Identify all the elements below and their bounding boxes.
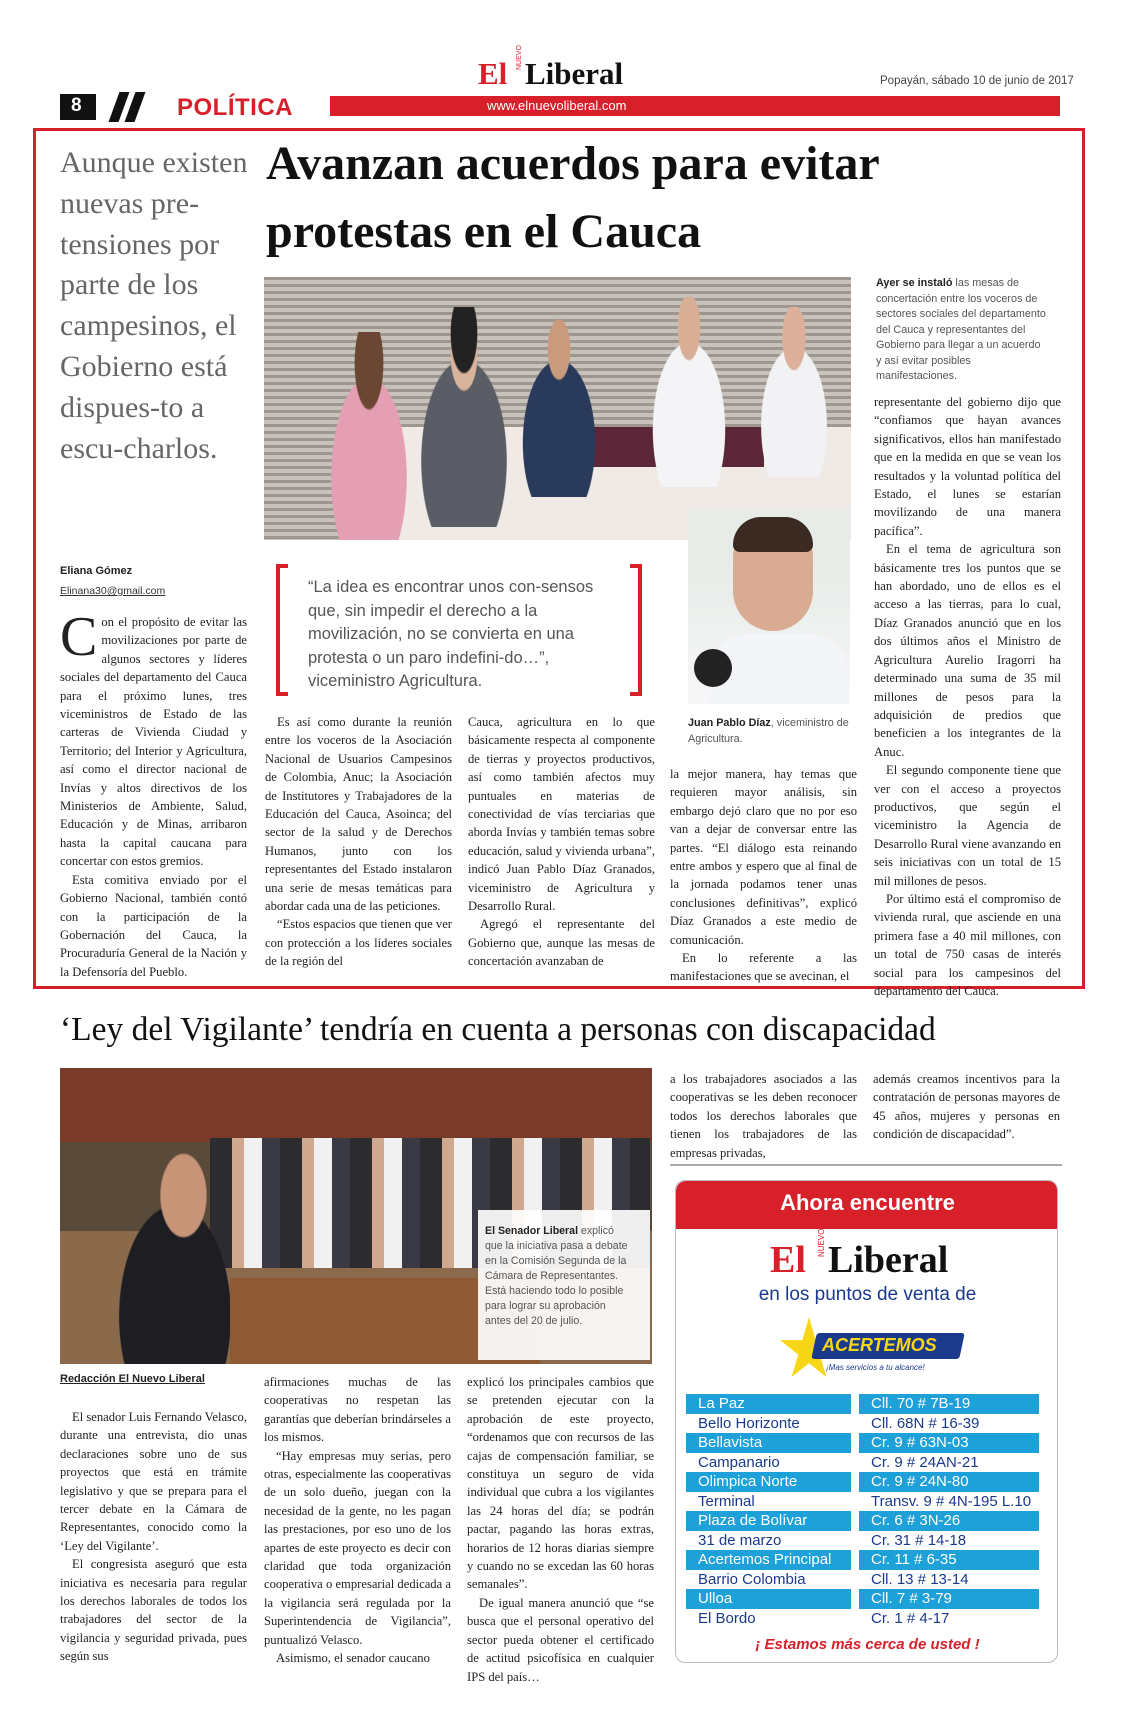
article2-col1-p2: El congresista aseguró que esta iniciativa es necesaria para regular los derechos laborales de todos los trabajadores del sector de la vigilancia y seguridad privada, pues según sus — [60, 1557, 247, 1664]
acertemos-wordmark: ACERTEMOS — [822, 1335, 937, 1355]
article2-col2-p2: “Hay empresas muy serias, pero otras, especialmente las cooperativas de un solo dueño, juegan con la necesidad de la gente, no les pagan las prestaciones, por eso uno de los apartes de este proyecto es decir con claridad que toda organización cooperativa o empresarial dedicada a la vigilancia será regulada por la Superintendencia de Vigilancia”, puntualizó Velasco. — [264, 1448, 451, 1647]
portrait-caption-bold: Juan Pablo Díaz — [688, 717, 771, 729]
portrait-caption-text: , viceministro de Agricultura. — [688, 717, 849, 745]
point-row — [686, 1492, 1039, 1512]
point-address: Cll. 7 # 3-79 — [859, 1589, 1039, 1609]
person-3 — [504, 317, 614, 497]
point-address: Cr. 31 # 14-18 — [871, 1531, 967, 1549]
article2-col2-p3: Asimismo, el senador caucano — [276, 1651, 430, 1666]
point-address: Cr. 6 # 3N-26 — [859, 1511, 1039, 1531]
point-row — [686, 1570, 1039, 1590]
article2-col5 — [873, 1070, 1060, 1144]
point-row — [686, 1609, 1039, 1629]
acertemos-tagline: ¡Mas servicios a tu alcance! — [826, 1363, 925, 1372]
article2-col3 — [467, 1373, 654, 1686]
point-place: Barrio Colombia — [698, 1570, 806, 1588]
point-place: Plaza de Bolívar — [686, 1511, 851, 1531]
point-row — [686, 1433, 1039, 1453]
point-address: Cr. 1 # 4-17 — [871, 1609, 950, 1627]
portrait-hair — [733, 517, 813, 552]
issue-date: Popayán, sábado 10 de junio de 2017 — [880, 75, 1074, 87]
logo-nuevo: NUEVO — [516, 45, 523, 70]
article1-col4 — [670, 765, 857, 986]
acertemos-logo — [774, 1315, 964, 1389]
point-row — [686, 1531, 1039, 1551]
ad-footer: ¡ Estamos más cerca de usted ! — [755, 1636, 980, 1653]
section-label: POLÍTICA — [177, 94, 293, 121]
ad-logo-nuevo: NUEVO — [817, 1228, 826, 1257]
ad-box — [675, 1180, 1058, 1663]
article1-col3 — [468, 713, 655, 971]
article2-col1 — [60, 1408, 247, 1666]
point-address: Cr. 9 # 24AN-21 — [871, 1453, 979, 1471]
person-5 — [744, 307, 844, 477]
point-place: Terminal — [698, 1492, 755, 1510]
article1-col5-p4: Por último está el compromiso de vivienda rural, que asciende en una primera fase a 40 mil millones, con un total de 750 casas de interés social para los campesinos del departamento del Cauca. — [874, 891, 1061, 998]
article1-col5-p3: El segundo componente tiene que ver con el acceso a proyectos productivos, que según el viceministro la Agencia de Desarrollo Rural viene avanzando en seis iniciativas con un total de 15 mil millones de pesos. — [874, 763, 1061, 888]
article2-col4-p1: a los trabajadores asociados a las cooperativas se les deben reconocer todos los derechos laborales que tienen los trabajadores de las empresas privadas, — [670, 1072, 857, 1160]
article2-col3-p2: De igual manera anunció que “se busca que el personal operativo del sector pueda obtener el certificado de actitud psicofísica en cualquier IPS del país… — [467, 1595, 654, 1684]
point-place: Bello Horizonte — [698, 1414, 800, 1432]
person-4 — [634, 297, 744, 487]
point-place: El Bordo — [698, 1609, 756, 1627]
ad-subtitle: en los puntos de venta de — [758, 1284, 977, 1305]
point-address: Cll. 70 # 7B-19 — [859, 1394, 1039, 1414]
meeting-caption-text: las mesas de concertación entre los voceros de sectores sociales del departamento del Cauca y representantes del Gobierno para llegar a un acuerdo y así evitar posibles manifestaciones. — [876, 277, 1046, 382]
article1-col4-p2: En lo referente a las manifestaciones que se avecinan, el — [670, 951, 857, 984]
article1-col3-p1: Cauca, agricultura en lo que básicamente respecta al componente de tierras y proyectos productivos, así como también afectos muy puntuales en materias de conectividad de vías terciarias que aborda Invías y también temas sobre educación, salud y vivienda urbana”, indicó Juan Pablo Díaz Granados, viceministro de Agricultura y Desarrollo Rural. — [468, 715, 655, 914]
point-row — [686, 1414, 1039, 1434]
point-row — [686, 1511, 1039, 1531]
article2-col2 — [264, 1373, 451, 1668]
logo-el: El — [478, 56, 508, 91]
bracket-right — [630, 564, 642, 696]
article2-col3-p1: explicó los principales cambios que se pretenden ejecutar con la aprobación de este proyecto, “ordenamos que con recursos de las cajas de compensación familiar, se constituya un seguro de vida individual que cubra a los vigilantes las 24 horas del día; se podrán pactar, pagando las horas extras, horarios de 12 horas diarias siempre y cuando no se excedan las 60 horas semanales”. — [467, 1375, 654, 1592]
article1-col3-p2: Agregó el representante del Gobierno que, aunque las mesas de concertación avanzaban de — [468, 917, 655, 969]
point-place: Ulloa — [686, 1589, 851, 1609]
point-address: Transv. 9 # 4N-195 L.10 — [871, 1492, 1032, 1510]
congress-caption-text: explicó que la iniciativa pasa a debate en la Comisión Segunda de la Cámara de Representantes. Está haciendo todo lo posible para lograr su aprobación antes del 20 de julio. — [485, 1225, 628, 1327]
meeting-caption — [876, 276, 1048, 385]
point-address: Cll. 13 # 13-14 — [871, 1570, 969, 1588]
article1-col5-p1: representante del gobierno dijo que “confiamos que hayan avances significativos, ellos han manifestado que en la medida en que se vean los resultados y la voluntad política del Estado, el lunes se estarían movilizando de una manera pacífica”. — [874, 395, 1061, 538]
article2-headline: ‘Ley del Vigilante’ tendría en cuenta a personas con discapacidad — [60, 1011, 936, 1048]
ad-logo-el: El — [770, 1239, 806, 1281]
website[interactable]: www.elnuevoliberal.com — [487, 98, 627, 113]
article1-col2-p1: Es así como durante la reunión entre los voceros de la Asociación Nacional de Usuarios Campesinos de Colombia, Anuc; la Asociación de Institutores y Trabajadores de la Educación del Cauca, Asoinca; del sector de la salud y de Derechos Humanos, junto con los representantes del Estado instalaron una serie de mesas temáticas para abordar cada una de las peticiones. — [265, 715, 452, 914]
point-place: Acertemos Principal — [686, 1550, 851, 1570]
pull-quote-text: “La idea es encontrar unos con-sensos que, sin impedir el derecho a la movilización, no se convierta en una protesta o un paro indefini-do…”, viceministro Agricultura. — [308, 578, 594, 690]
point-row — [686, 1453, 1039, 1473]
point-place: La Paz — [686, 1394, 851, 1414]
article1-col1-p2: Esta comitiva enviado por el Gobierno Nacional, también contó con la participación de la Gobernación del Cauca, la Procuraduría General de la Nación y la Defensoría del Pueblo. — [60, 872, 247, 979]
congress-caption — [485, 1224, 633, 1329]
point-place: Campanario — [698, 1453, 780, 1471]
ad-divider — [670, 1164, 1062, 1166]
point-address: Cr. 11 # 6-35 — [859, 1550, 1039, 1570]
header-red-bar — [330, 96, 1060, 116]
article1-col5 — [874, 393, 1061, 1000]
point-place: Olimpica Norte — [686, 1472, 851, 1492]
ad-logo — [770, 1228, 970, 1282]
article2-col2-p1: afirmaciones muchas de las cooperativas no respetan las garantías que deberían brindárseles a los mismos. — [264, 1375, 451, 1445]
article2-col1-p1: El senador Luis Fernando Velasco, durante una entrevista, dio unas declaraciones sobre uno de sus proyectos que está en trámite legislativo y que se prepara para el tercer debate en la Cámara de Representantes, conocido como la ‘Ley del Vigilante’. — [60, 1410, 247, 1553]
ad-title: Ahora encuentre — [780, 1190, 955, 1215]
point-row — [686, 1472, 1039, 1492]
point-address: Cr. 9 # 24N-80 — [859, 1472, 1039, 1492]
point-row — [686, 1589, 1039, 1609]
bracket-left — [276, 564, 288, 696]
portrait-photo — [688, 509, 850, 704]
pull-quote — [276, 564, 642, 696]
point-address: Cr. 9 # 63N-03 — [859, 1433, 1039, 1453]
point-place: Bellavista — [686, 1433, 851, 1453]
article1-col2-p2: “Estos espacios que tienen que ver con protección a los líderes sociales de la región del — [265, 917, 452, 969]
article2-col4 — [670, 1070, 857, 1162]
point-row — [686, 1394, 1039, 1414]
article1-col1-p1: on el propósito de evitar las movilizaciones por parte de algunos sectores y líderes sociales del departamento del Cauca para el próximo lunes, tres viceministros de Estado de las carteras de Vivienda Ciudad y Territorio; del Interior y Agricultura, así como el director nacional de Invías y altos directivos de los Ministerios de Ambiente, Salud, Educación y de Minas, arribaron hasta la capital caucana para concertar con estos gremios. — [60, 615, 247, 869]
article1-col5-p2: En el tema de agricultura son básicamente tres los puntos que se han abordado, uno de ellos es el acceso a las tierras, para lo cual, Díaz Granados anunció que en los dos últimos años el Ministro de Agricultura Aurelio Iragorri ha determinado una suma de 35 mil millones de pesos para la adquisición de predios que beneficien a los integrantes de la Anuc. — [874, 542, 1061, 759]
article2-author: Redacción El Nuevo Liberal — [60, 1373, 205, 1385]
point-address: Cll. 68N # 16-39 — [871, 1414, 980, 1432]
meeting-caption-bold: Ayer se instaló — [876, 277, 953, 289]
microphone-icon — [694, 649, 732, 687]
ad-logo-liberal: Liberal — [828, 1239, 949, 1281]
article1-col2 — [265, 713, 452, 971]
article1-headline-1: Avanzan acuerdos para evitar — [266, 137, 880, 190]
portrait-caption — [688, 716, 858, 747]
meeting-photo — [264, 277, 851, 540]
article1-email[interactable]: Elinana30@gmail.com — [60, 585, 166, 597]
article1-headline-2: protestas en el Cauca — [266, 205, 702, 258]
point-place: 31 de marzo — [698, 1531, 782, 1549]
logo-liberal: Liberal — [525, 56, 624, 91]
points-list — [686, 1394, 1039, 1628]
article1-col1 — [60, 606, 247, 981]
article1-author: Eliana Gómez — [60, 565, 133, 577]
drop-cap: C — [60, 606, 98, 668]
page-number: 8 — [71, 95, 82, 116]
article1-col4-p1: la mejor manera, hay temas que requieren mayor análisis, sin embargo dejó claro que no por eso van a dejar de conversar entre las partes. “El diálogo esta reinando entre ambos y espero que al final de la jornada podamos tener unas conclusiones definitivas”, explicó Díaz Granados a este medio de comunicación. — [670, 767, 857, 947]
article2-col5-p1: además creamos incentivos para la contratación de personas mayores de 45 años, mujeres y personas en condición de discapacidad”. — [873, 1072, 1060, 1142]
point-row — [686, 1550, 1039, 1570]
masthead-logo — [478, 45, 638, 92]
congress-caption-bold: El Senador Liberal — [485, 1225, 579, 1237]
article1-deck: Aunque existen nuevas pre-tensiones por parte de los campesinos, el Gobierno está dispues-to a escu-charlos. — [60, 146, 248, 465]
